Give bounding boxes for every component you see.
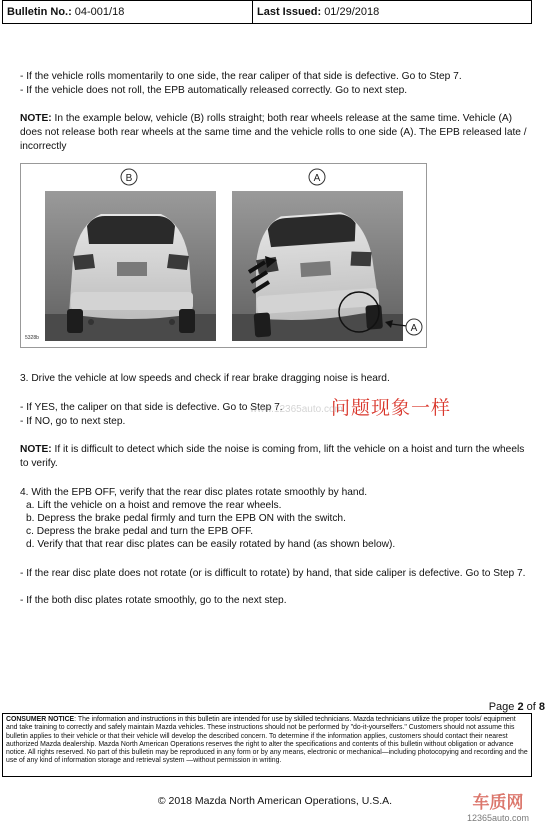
- vehicle-b-photo: [25, 169, 216, 341]
- page-prefix: Page: [488, 701, 518, 713]
- step-4a: a. Lift the vehicle on a hoist and remove the rear wheels.: [26, 500, 282, 511]
- site-logo-watermark: [448, 790, 548, 824]
- last-issued-cell: [253, 1, 531, 23]
- page-total: 8: [538, 701, 545, 713]
- step-4d: d. Verify that that rear disc plates can be easily rotated by hand (as shown below).: [26, 539, 396, 550]
- label-vehicle-a: A: [313, 173, 321, 184]
- text-if-yes: - If YES, the caliper on that side is defective. Go to Step 7.: [20, 402, 283, 413]
- text-roll-one-side: - If the vehicle rolls momentarily to one side, the rear caliper of that side is defective. Go to Step 7.: [20, 71, 462, 82]
- vehicle-comparison-figure: [20, 163, 427, 348]
- page-current: 2: [517, 701, 524, 713]
- note-example: [20, 112, 530, 154]
- step-4: 4. With the EPB OFF, verify that the rear disc plates rotate smoothly by hand.: [20, 487, 368, 498]
- watermark-site-text: www.12365auto.com: [250, 404, 343, 415]
- page-number: [489, 701, 545, 713]
- label-vehicle-b: B: [125, 173, 133, 184]
- consumer-notice: [2, 713, 532, 777]
- watermark-chinese-text: 问题现象一样: [331, 397, 452, 419]
- note-text: In the example below, vehicle (B) rolls straight; both rear wheels release at the same time. Vehicle (A) does not release both rear wheels at the same time and the vehicle rolls to one side (A). The EPB released late / incorrectly: [20, 113, 527, 152]
- note-label: NOTE:: [20, 113, 52, 124]
- note-noise-text: If it is difficult to detect which side the noise is coming from, lift the vehicle on a hoist and turn the wheels to verify.: [20, 444, 525, 469]
- bulletin-header: [2, 0, 532, 24]
- label-callout-a: A: [410, 323, 418, 334]
- bulletin-number-cell: [3, 1, 253, 23]
- vehicle-illustration: [21, 164, 426, 347]
- step-4c: c. Depress the brake pedal and turn the EPB OFF.: [26, 526, 254, 537]
- vehicle-a-photo: [232, 169, 422, 341]
- last-issued-value: 01/29/2018: [324, 6, 380, 18]
- page-of: of: [523, 701, 539, 713]
- logo-chinese-text: 车质网: [472, 793, 524, 813]
- copyright-footer: © 2018 Mazda North American Operations, U.S.A.: [157, 795, 393, 807]
- note-noise: [20, 443, 530, 471]
- text-if-no: - If NO, go to next step.: [20, 416, 126, 427]
- bulletin-number-value: 04-001/18: [74, 6, 125, 18]
- consumer-notice-text: : The information and instructions in this bulletin are intended for use by skilled technicians. Mazda technicians utilize the proper tools/ equipment and take training to correctly and safely maintain Mazda vehicles. These instructions should not be performed by "do-it-yourselfers." Customers should not assume this bulletin applies to their vehicle or that their vehicle will develop the described concern. To determine if the information applies, customers should contact their nearest authorized Mazda dealership. Mazda North American Operations reserves the right to alter the specifications and contents of this bulletin without obligation or advance notice. All rights reserved. No part of this bulletin may be reproduced in any form or by any means, electronic or mechanical—including photocopying and recording and the use of any kind of information storage and retrieval system —without permission in writing.: [6, 716, 528, 765]
- text-no-roll: - If the vehicle does not roll, the EPB automatically released correctly. Go to next step.: [20, 85, 408, 96]
- step-3: 3. Drive the vehicle at low speeds and check if rear brake dragging noise is heard.: [20, 373, 390, 384]
- figure-code: 5328b: [25, 335, 39, 341]
- text-not-rotate: - If the rear disc plate does not rotate (or is difficult to rotate) by hand, that side caliper is defective. Go to Step 7.: [20, 568, 526, 579]
- text-both-rotate: - If the both disc plates rotate smoothly, go to the next step.: [20, 595, 287, 606]
- logo-site-text: 12365auto.com: [466, 813, 530, 823]
- consumer-notice-label: CONSUMER NOTICE: [6, 716, 75, 723]
- last-issued-label: Last Issued:: [257, 6, 322, 18]
- note-noise-label: NOTE:: [20, 444, 52, 455]
- bulletin-number-label: Bulletin No.:: [7, 6, 72, 18]
- step-4b: b. Depress the brake pedal firmly and turn the EPB ON with the switch.: [26, 513, 346, 524]
